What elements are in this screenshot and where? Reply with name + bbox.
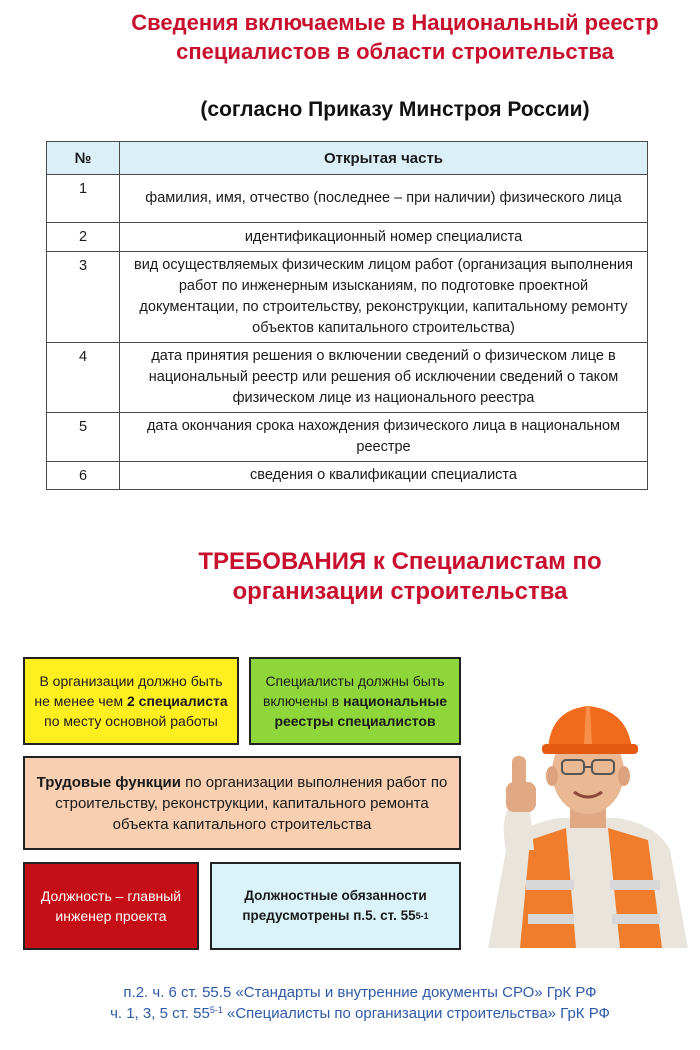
box-text: по месту основной работы bbox=[44, 713, 218, 729]
row-text: идентификационный номер специалиста bbox=[120, 223, 648, 252]
table-row bbox=[47, 343, 648, 413]
row-text: дата принятия решения о включении сведений о физическом лице в национальный реестр или решения об исключении сведений о таком физическом лице из национального реестра bbox=[120, 343, 648, 413]
box-bold-text: национальные реестры специалистов bbox=[274, 693, 448, 729]
row-number: 3 bbox=[47, 252, 120, 343]
footnote-line-2 bbox=[40, 1005, 680, 1022]
requirements-title-caps: ТРЕБОВАНИЯ bbox=[198, 548, 367, 575]
requirement-labor-functions bbox=[23, 756, 461, 850]
box-text: Должностные обязанности предусмотрены п.5. ст. 55 bbox=[242, 888, 427, 923]
box-text: Специалисты должны быть включены в bbox=[262, 673, 445, 709]
row-text: дата окончания срока нахождения физического лица в национальном реестре bbox=[120, 413, 648, 462]
page-subtitle: (согласно Приказу Минстроя России) bbox=[200, 98, 590, 121]
table-row bbox=[47, 252, 648, 343]
requirement-position bbox=[23, 862, 199, 950]
requirements-title-rest: к Специалистам по организации строительства bbox=[232, 548, 602, 605]
box-text: В организации должно быть не менее чем bbox=[34, 673, 223, 709]
row-text: сведения о квалификации специалиста bbox=[120, 462, 648, 490]
requirement-duties bbox=[210, 862, 461, 950]
table-row bbox=[47, 462, 648, 490]
requirements-title bbox=[150, 547, 650, 607]
construction-worker-icon bbox=[448, 690, 688, 948]
box-bold-text: Трудовые функции bbox=[36, 773, 181, 791]
row-number: 4 bbox=[47, 343, 120, 413]
footnote-sup: 5-1 bbox=[209, 1005, 223, 1015]
box-bold-text: 2 специалиста bbox=[126, 693, 228, 709]
table-row bbox=[47, 175, 648, 223]
table-row bbox=[47, 223, 648, 252]
footnote-text: «Специалисты по организации строительства» ГрК РФ bbox=[222, 1005, 610, 1022]
row-number: 1 bbox=[47, 175, 120, 223]
column-header-number: № bbox=[47, 142, 120, 175]
table-row bbox=[47, 413, 648, 462]
box-text: Должность – главный инженер проекта bbox=[40, 888, 182, 924]
column-header-open-part: Открытая часть bbox=[120, 142, 648, 175]
footnote-text: ч. 1, 3, 5 ст. 55 bbox=[110, 1005, 210, 1022]
row-number: 5 bbox=[47, 413, 120, 462]
box-sup: 5-1 bbox=[415, 911, 429, 921]
page-title: Сведения включаемые в Национальный реестр специалистов в области строительства bbox=[131, 10, 659, 64]
registry-table bbox=[46, 141, 648, 490]
row-number: 2 bbox=[47, 223, 120, 252]
requirement-national-registry bbox=[249, 657, 461, 745]
footnote-line-1: п.2. ч. 6 ст. 55.5 «Стандарты и внутренние документы СРО» ГрК РФ bbox=[123, 984, 597, 1001]
table-header-row bbox=[47, 142, 648, 175]
row-number: 6 bbox=[47, 462, 120, 490]
box-text: по организации выполнения работ по строительству, реконструкции, капитального ремонта объекта капитального строительства bbox=[55, 773, 448, 833]
row-text: вид осуществляемых физическим лицом работ (организация выполнения работ по инженерным изысканиям, по подготовке проектной документации, по строительству, реконструкции, капитальному ремонту объектов капитального строительства) bbox=[120, 252, 648, 343]
requirement-min-specialists bbox=[23, 657, 239, 745]
row-text: фамилия, имя, отчество (последнее – при наличии) физического лица bbox=[120, 175, 648, 223]
